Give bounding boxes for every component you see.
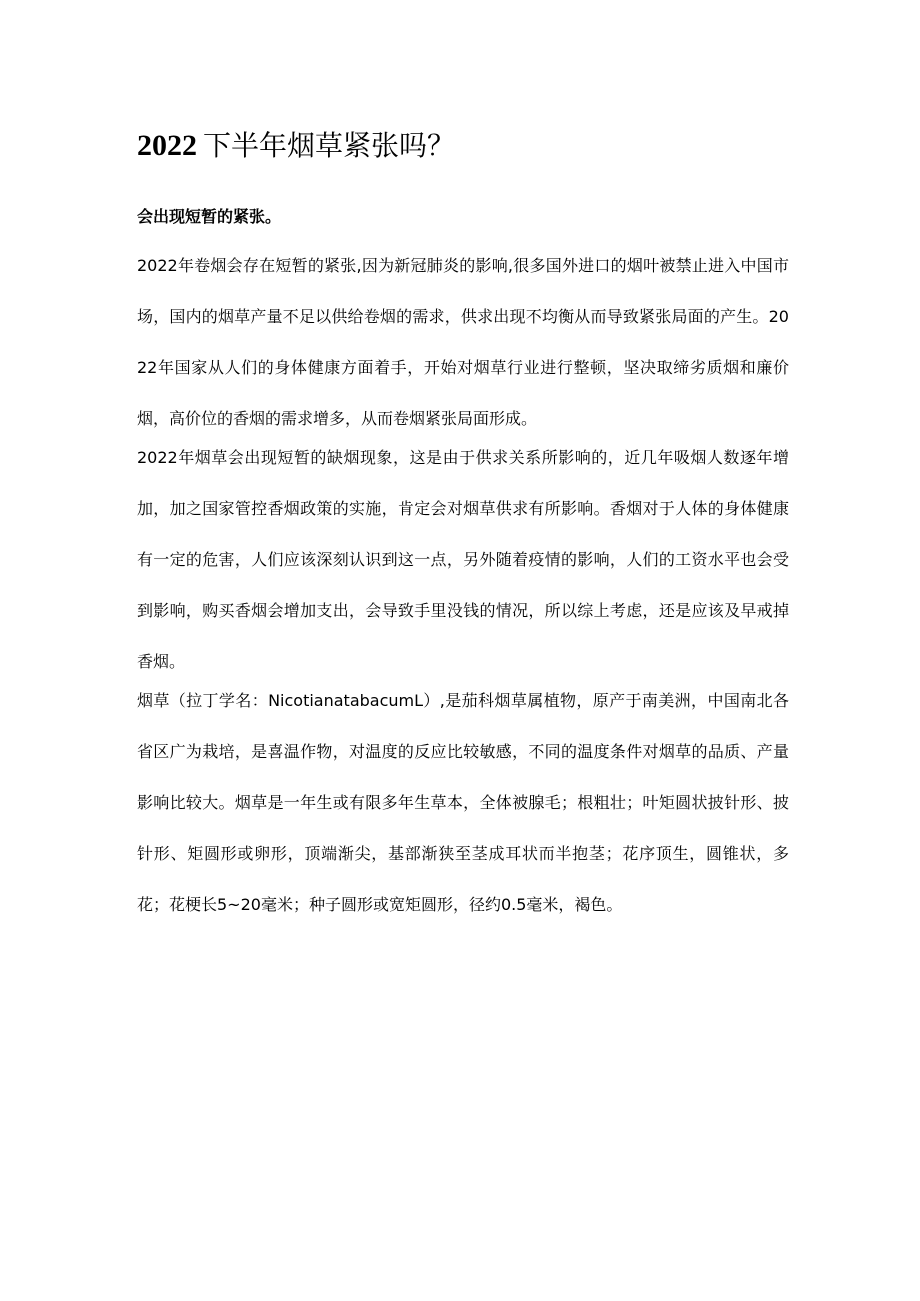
paragraph-tobacco-plant: 烟草（拉丁学名：NicotianatabacumL）,是茄科烟草属植物，原产于南美洲，中国南北各省区广为栽培，是喜温作物，对温度的反应比较敏感，不同的温度条件对烟草的品质、产量影响比较大。烟草是一年生或有限多年生草本，全体被腺毛；根粗壮；叶矩圆状披针形、披针形、矩圆形或卵形，顶端渐尖，基部渐狭至茎成耳状而半抱茎；花序顶生，圆锥状，多花；花梗长5~20毫米；种子圆形或宽矩圆形，径约0.5毫米，褐色。: [137, 691, 789, 914]
title-year: 2022: [137, 129, 197, 162]
title-text: 下半年烟草紧张吗？: [203, 129, 456, 162]
paragraph-supply-demand: 2022年烟草会出现短暂的缺烟现象，这是由于供求关系所影响的，近几年吸烟人数逐年增加，加之国家管控香烟政策的实施，肯定会对烟草供求有所影响。香烟对于人体的身体健康有一定的危害，人们应该深刻认识到这一点，另外随着疫情的影响，人们的工资水平也会受到影响，购买香烟会增加支出，会导致手里没钱的情况，所以综上考虑，还是应该及早戒掉香烟。: [137, 448, 789, 671]
answer-heading: 会出现短暂的紧张。: [137, 207, 282, 226]
paragraph-cigarette-shortage: 2022年卷烟会存在短暂的紧张,因为新冠肺炎的影响,很多国外进口的烟叶被禁止进入中国市场，国内的烟草产量不足以供给卷烟的需求，供求出现不均衡从而导致紧张局面的产生。2022年国家从人们的身体健康方面着手，开始对烟草行业进行整顿，坚决取缔劣质烟和廉价烟，高价位的香烟的需求增多，从而卷烟紧张局面形成。: [137, 256, 789, 428]
page-title: [137, 124, 797, 168]
